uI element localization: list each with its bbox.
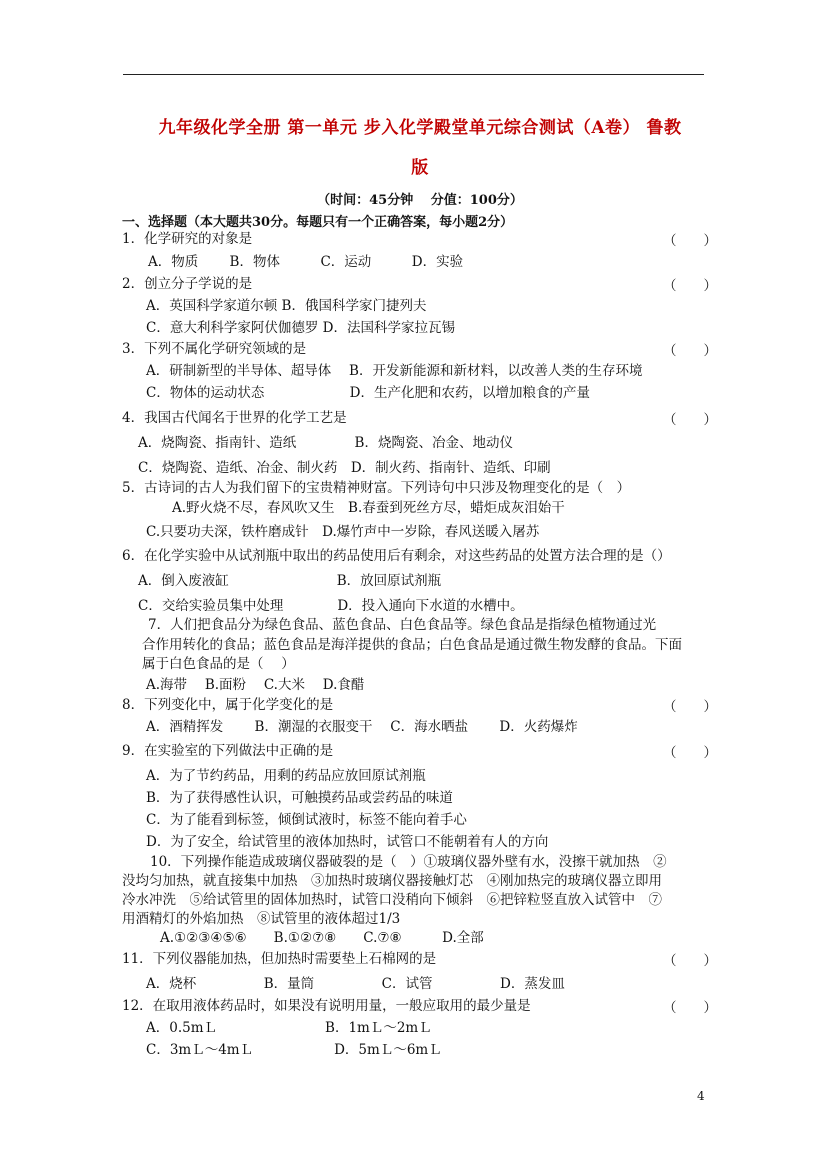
header-rule xyxy=(123,74,704,75)
options-7: A.海带 B.面粉 C.大米 D.食醋 xyxy=(146,677,365,693)
options-2-cd: C．意大利科学家阿伏伽德罗 D．法国科学家拉瓦锡 xyxy=(146,320,455,336)
question-7-cont: 属于白色食品的是（ ） xyxy=(142,656,295,672)
question-9: 9．在实验室的下列做法中正确的是 xyxy=(122,743,334,759)
question-8: 8．下列变化中，属于化学变化的是 xyxy=(122,697,334,713)
answer-paren: （ ） xyxy=(663,699,717,715)
exam-meta: （时间：45分钟 分值：100分） xyxy=(317,193,523,208)
options-11: A．烧杯 B．量筒 C．试管 D．蒸发皿 xyxy=(146,976,565,992)
question-11: 11．下列仪器能加热，但加热时需要垫上石棉网的是 xyxy=(122,951,437,967)
options-4-ab: A．烧陶瓷、指南针、造纸 B．烧陶瓷、冶金、地动仪 xyxy=(138,435,513,451)
options-4-cd: C．烧陶瓷、造纸、冶金、制火药 D．制火药、指南针、造纸、印刷 xyxy=(138,460,551,476)
options-10: A.①②③④⑤⑥ B.①②⑦⑧ C.⑦⑧ D.全部 xyxy=(160,930,484,946)
question-4: 4．我国古代闻名于世界的化学工艺是 xyxy=(122,410,347,426)
options-12-ab: A．0.5mＬ B．1mＬ～2mＬ xyxy=(146,1020,432,1036)
question-1: 1．化学研究的对象是 xyxy=(122,231,253,247)
question-10-cont: 冷水冲洗 ⑤给试管里的固体加热时，试管口没稍向下倾斜 ⑥把锌粒竖直放入试管中 ⑦ xyxy=(122,892,662,908)
section-heading: 一、选择题（本大题共30分。每题只有一个正确答案，每小题2分） xyxy=(122,215,514,230)
options-8: A．酒精挥发 B．潮湿的衣服变干 C．海水晒盐 D．火药爆炸 xyxy=(146,719,578,735)
question-6: 6．在化学实验中从试剂瓶中取出的药品使用后有剩余，对这些药品的处置方法合理的是（） xyxy=(122,548,671,564)
document-title: 九年级化学全册 第一单元 步入化学殿堂单元综合测试（A卷） 鲁教 xyxy=(158,118,682,138)
question-10-cont: 用酒精灯的外焰加热 ⑧试管里的液体超过1/3 xyxy=(122,911,401,927)
answer-paren: （ ） xyxy=(663,412,717,428)
question-10-cont: 没均匀加热，就直接集中加热 ③加热时玻璃仪器接触灯芯 ④刚加热完的玻璃仪器立即用 xyxy=(122,873,662,889)
question-5: 5．古诗词的古人为我们留下的宝贵精神财富。下列诗句中只涉及物理变化的是（ ） xyxy=(122,480,631,496)
options-6-cd: C．交给实验员集中处理 D．投入通向下水道的水槽中。 xyxy=(138,598,524,614)
question-7: 7．人们把食品分为绿色食品、蓝色食品、白色食品等。绿色食品是指绿色植物通过光 xyxy=(148,617,657,633)
answer-paren: （ ） xyxy=(663,953,717,969)
question-2: 2．创立分子学说的是 xyxy=(122,276,253,292)
options-3-cd: C．物体的运动状态 D．生产化肥和农药，以增加粮食的产量 xyxy=(146,385,590,401)
answer-paren: （ ） xyxy=(663,343,717,359)
options-5-cd: C.只要功夫深，铁杵磨成针 D.爆竹声中一岁除，春风送暖入屠苏 xyxy=(146,524,540,540)
options-12-cd: C．3mＬ～4mＬ D．5mＬ～6mＬ xyxy=(146,1042,442,1058)
option-9-c: C．为了能看到标签，倾倒试液时，标签不能向着手心 xyxy=(146,812,467,828)
question-3: 3．下列不属化学研究领域的是 xyxy=(122,341,307,357)
options-6-ab: A．倒入废液缸 B．放回原试剂瓶 xyxy=(138,573,442,589)
question-12: 12．在取用液体药品时，如果没有说明用量，一般应取用的最少量是 xyxy=(122,998,531,1014)
option-9-a: A．为了节约药品，用剩的药品应放回原试剂瓶 xyxy=(146,768,426,784)
page-number: 4 xyxy=(697,1089,705,1103)
answer-paren: （ ） xyxy=(663,278,717,294)
option-9-d: D．为了安全，给试管里的液体加热时，试管口不能朝着有人的方向 xyxy=(146,834,549,850)
question-10: 10．下列操作能造成玻璃仪器破裂的是（ ）①玻璃仪器外壁有水，没擦干就加热 ② xyxy=(150,854,667,870)
answer-paren: （ ） xyxy=(663,233,717,249)
answer-paren: （ ） xyxy=(663,745,717,761)
options-1: A．物质 B．物体 C．运动 D．实验 xyxy=(148,254,464,270)
document-title-continued: 版 xyxy=(411,158,429,178)
options-3-ab: A．研制新型的半导体、超导体 B．开发新能源和新材料，以改善人类的生存环境 xyxy=(146,363,643,379)
options-5-ab: A.野火烧不尽，春风吹又生 B.春蚕到死丝方尽，蜡炬成灰泪始干 xyxy=(172,500,565,516)
answer-paren: （ ） xyxy=(663,1000,717,1016)
options-2-ab: A．英国科学家道尔顿 B．俄国科学家门捷列夫 xyxy=(146,298,427,314)
option-9-b: B．为了获得感性认识，可触摸药品或尝药品的味道 xyxy=(146,790,453,806)
question-7-cont: 合作用转化的食品；蓝色食品是海洋提供的食品；白色食品是通过微生物发酵的食品。下面 xyxy=(142,637,682,653)
